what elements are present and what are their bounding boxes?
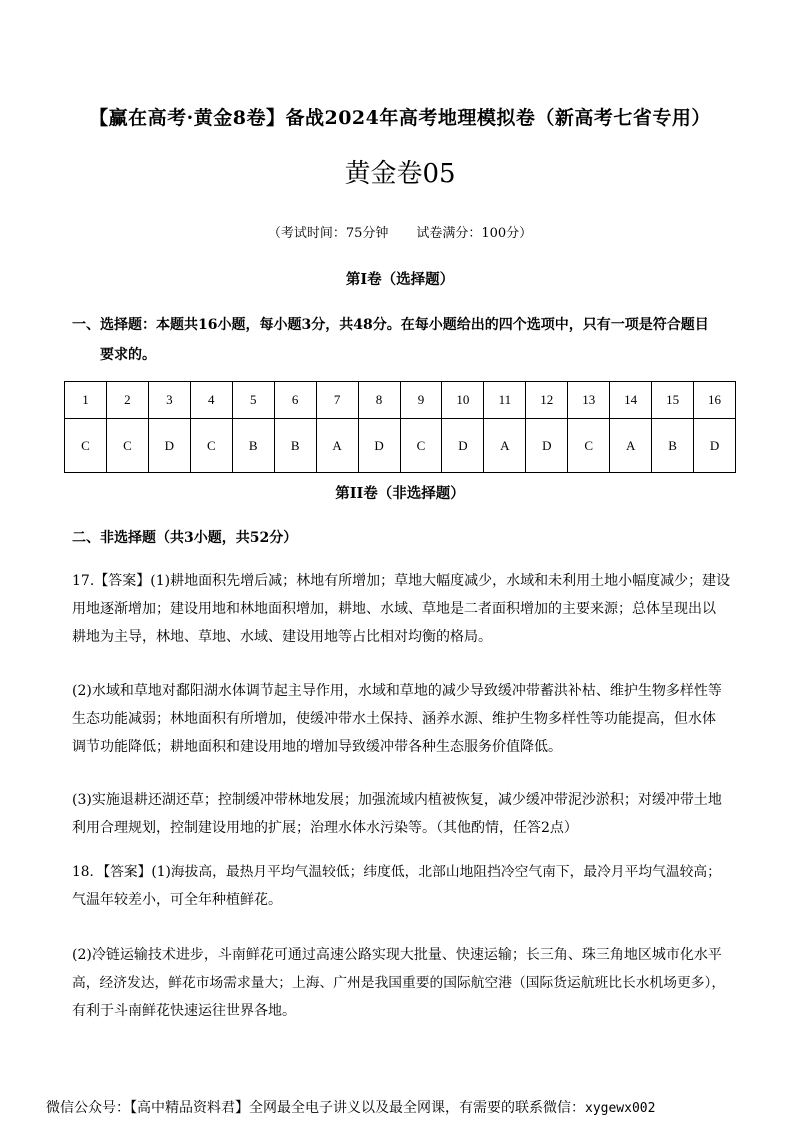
text-line: 有利于斗南鲜花快速运往世界各地。 [72,1003,296,1019]
text-line: 生态功能减弱；林地面积有所增加，使缓冲带水土保持、涵养水源、维护生物多样性等功能提高，但水体 [72,711,716,727]
text-line: (2)冷链运输技术进步，斗南鲜花可通过高速公路实现大批量、快速运输；长三角、珠三角地区城市化水平 [72,947,722,963]
q18-answer-part1 [72,858,732,914]
footer-wechat-id: xygewx002 [585,1101,656,1116]
question-number: 4 [190,382,232,419]
answer-table-number-row [65,382,736,419]
question-number: 8 [358,382,400,419]
q18-answer-part2 [72,941,732,1025]
text-line: 高，经济发达，鲜花市场需求量大；上海、广州是我国重要的国际航空港（国际货运航班比长水机场更多）， [72,975,726,991]
answer-cell: B [274,419,316,473]
answer-cell: B [232,419,274,473]
question-number: 9 [400,382,442,419]
answer-table-answer-row [65,419,736,473]
q17-answer-part2 [72,677,732,761]
text-line: 用地逐渐增加；建设用地和林地面积增加，耕地、水域、草地是二者面积增加的主要来源；总体呈现出以 [72,601,716,617]
question-number: 14 [610,382,652,419]
question-number: 10 [442,382,484,419]
answer-cell: C [65,419,107,473]
answer-cell: A [610,419,652,473]
text-line: (3)实施退耕还湖还草；控制缓冲带林地发展；加强流域内植被恢复，减少缓冲带泥沙淤积；对缓冲带土地 [72,792,722,808]
answer-cell: D [358,419,400,473]
footer-watermark [46,1097,655,1117]
section2-instruction: 二、非选择题（共3小题，共52分） [72,530,298,546]
answer-table [64,381,736,473]
question-number: 2 [106,382,148,419]
answer-cell: D [526,419,568,473]
footer-text: 微信公众号：【高中精品资料君】全网最全电子讲义以及最全网课，有需要的联系微信： [46,1100,585,1116]
exam-time: （考试时间：75分钟 [267,226,389,241]
exam-paper-number: 黄金卷05 [344,159,456,189]
question-number: 1 [65,382,107,419]
text-line: 利用合理规划，控制建设用地的扩展；治理水体水污染等。（其他酌情，任答2点） [72,820,578,836]
text-line: 气温年较差小，可全年种植鲜花。 [72,892,282,908]
exam-score: 试卷满分：100分） [416,226,533,241]
section1-instruction: 一、选择题：本题共16小题，每小题3分，共48分。在每小题给出的四个选项中，只有一项是符合题目 [72,317,709,333]
question-number: 11 [484,382,526,419]
question-number: 13 [568,382,610,419]
answer-cell: C [190,419,232,473]
text-line: 调节功能降低；耕地面积和建设用地的增加导致缓冲带各种生态服务价值降低。 [72,739,562,755]
answer-cell: C [400,419,442,473]
question-number: 3 [148,382,190,419]
question-number: 16 [694,382,736,419]
question-number: 6 [274,382,316,419]
q17-answer-part3 [72,786,732,842]
question-number: 15 [652,382,694,419]
exam-info [0,222,800,241]
answer-cell: D [148,419,190,473]
text-line: 耕地为主导，林地、草地、水域、建设用地等占比相对均衡的格局。 [72,629,492,645]
part1-heading: 第I卷（选择题） [345,271,455,288]
q17-answer-part1 [72,567,732,651]
question-number: 7 [316,382,358,419]
text-line: 18．【答案】(1)海拔高，最热月平均气温较低；纬度低，北部山地阻挡冷空气南下，最冷月平均气温较高； [72,864,721,880]
answer-cell: B [652,419,694,473]
answer-cell: D [694,419,736,473]
question-number: 12 [526,382,568,419]
question-number: 5 [232,382,274,419]
text-line: 17.【答案】(1)耕地面积先增后减；林地有所增加；草地大幅度减少，水域和未利用土地小幅度减少；建设 [72,573,731,589]
section1-instruction-cont: 要求的。 [100,347,156,363]
document-title: 【赢在高考·黄金8卷】备战2024年高考地理模拟卷（新高考七省专用） [89,107,711,129]
answer-cell: C [106,419,148,473]
part2-heading: 第II卷（非选择题） [335,485,465,502]
answer-cell: A [316,419,358,473]
answer-cell: D [442,419,484,473]
answer-cell: C [568,419,610,473]
answer-cell: A [484,419,526,473]
text-line: (2)水域和草地对鄱阳湖水体调节起主导作用，水域和草地的减少导致缓冲带蓄洪补枯、维护生物多样性等 [72,683,722,699]
